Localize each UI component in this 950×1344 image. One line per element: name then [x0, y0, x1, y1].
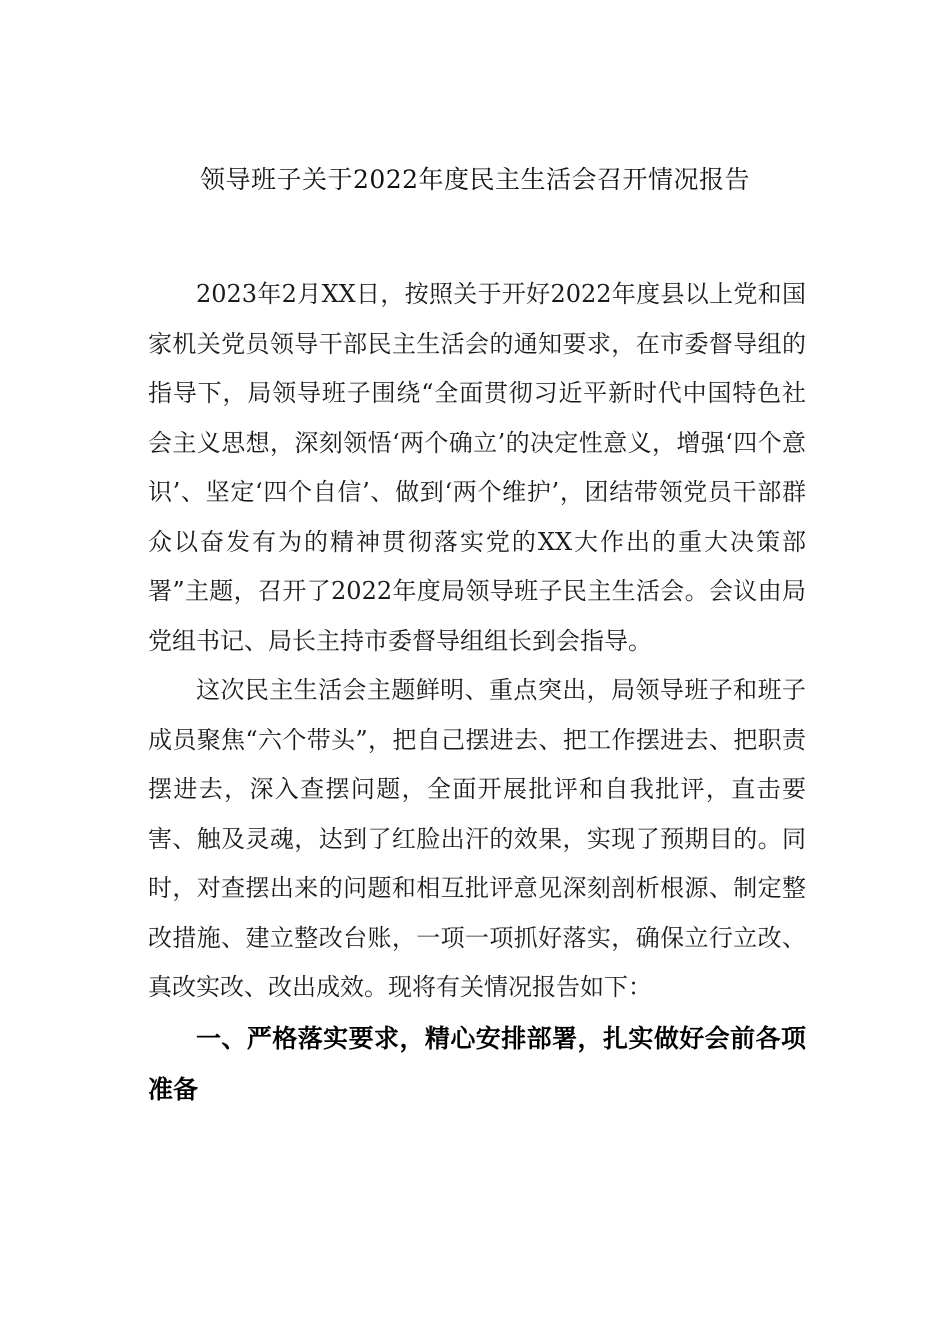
- paragraph-2: 这次民主生活会主题鲜明、重点突出，局领导班子和班子成员聚焦“六个带头”，把自己摆进去、把工作摆进去、把职责摆进去，深入查摆问题，全面开展批评和自我批评，直击要害、触及灵魂，达到了红脸出汗的效果，实现了预期目的。同时，对查摆出来的问题和相互批评意见深刻剖析根源、制定整改措施、建立整改台账，一项一项抓好落实，确保立行立改、真改实改、改出成效。现将有关情况报告如下：: [148, 676, 806, 1001]
- document-body: [148, 270, 806, 1115]
- paragraph-1: 2023年2月XX日，按照关于开好2022年度县以上党和国家机关党员领导干部民主生活会的通知要求，在市委督导组的指导下，局领导班子围绕“全面贯彻习近平新时代中国特色社会主义思想，深刻领悟‘两个确立’的决定性意义，增强‘四个意识’、坚定‘四个自信’、做到‘两个维护’，团结带领党员干部群众以奋发有为的精神贯彻落实党的XX大作出的重大决策部署”主题，召开了2022年度局领导班子民主生活会。会议由局党组书记、局长主持市委督导组组长到会指导。: [148, 280, 806, 655]
- document-title: 领导班子关于2022年度民主生活会召开情况报告: [199, 165, 751, 194]
- section-heading-1: 一、严格落实要求，精心安排部署，扎实做好会前各项准备: [148, 1023, 806, 1104]
